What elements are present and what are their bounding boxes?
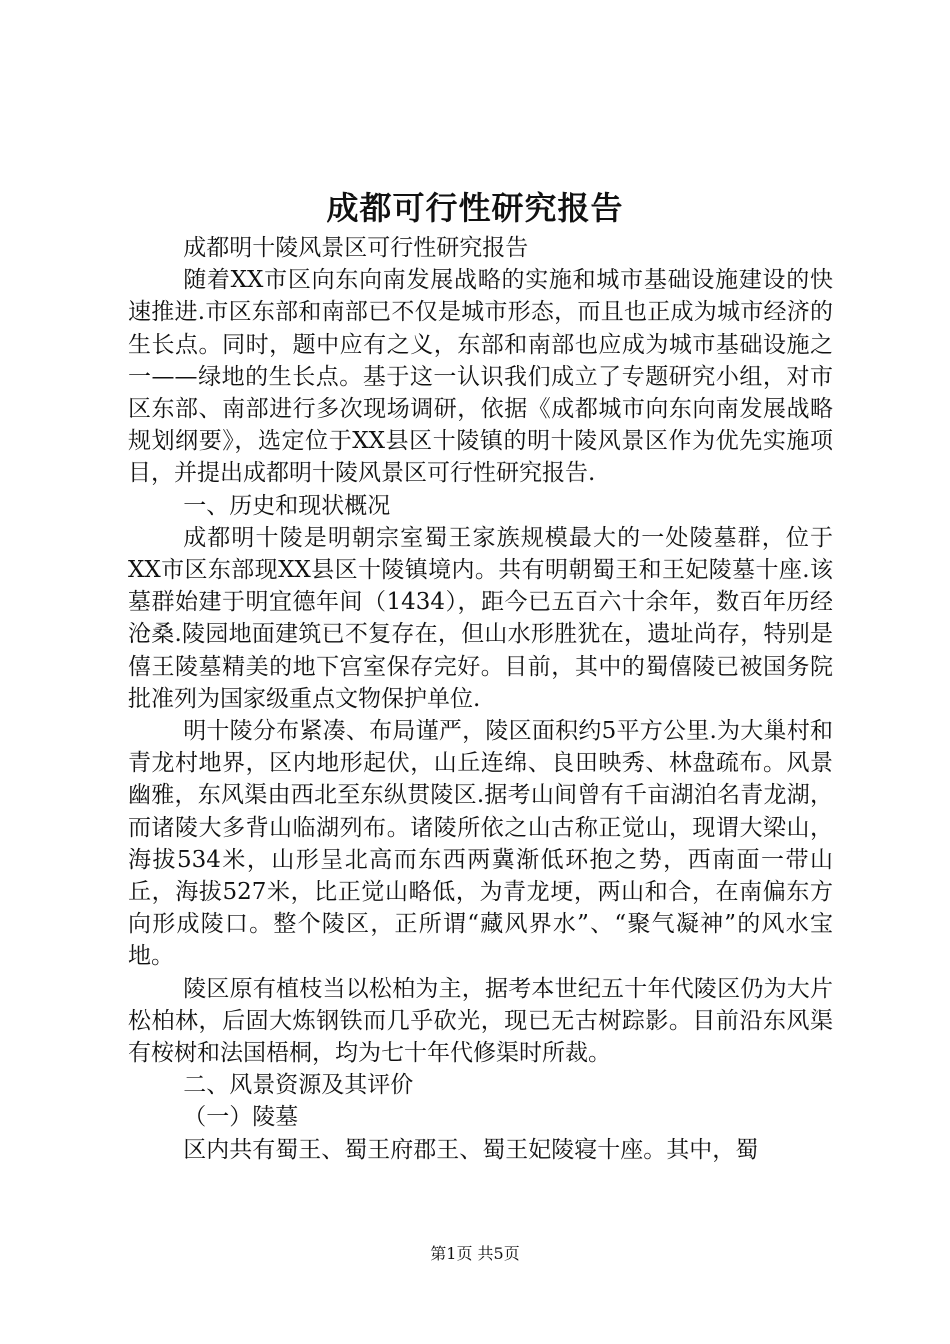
paragraph-layout: 明十陵分布紧凑、布局谨严，陵区面积约5平方公里.为大巢村和青龙村地界，区内地形起伏，山丘连绵、良田映秀、林盘疏布。风景幽雅，东风渠由西北至东纵贯陵区.据考山间曾有千亩湖泊名青龙湖，而诸陵大多背山临湖列布。诸陵所依之山古称正觉山，现谓大梁山，海拔534米，山形呈北高而东西两冀渐低环抱之势，西南面一带山丘，海拔527米，比正觉山略低，为青龙埂，两山和合，在南偏东方向形成陵口。整个陵区，正所谓“藏风界水”、“聚气凝神”的风水宝地。 — [128, 718, 833, 970]
subsection-heading-tombs: （一）陵墓 — [183, 1104, 299, 1131]
document-title: 成都可行性研究报告 — [326, 189, 624, 227]
page-number-footer: 第1页 共5页 — [430, 1244, 520, 1263]
document-body — [128, 232, 833, 1166]
paragraph-history: 成都明十陵是明朝宗室蜀王家族规模最大的一处陵墓群，位于XX市区东部现XX县区十陵镇境内。共有明朝蜀王和王妃陵墓十座.该墓群始建于明宜德年间（1434），距今已五百六十余年，数百年历经沧桑.陵园地面建筑已不复存在，但山水形胜犹在，遗址尚存，特别是僖王陵墓精美的地下宫室保存完好。目前，其中的蜀僖陵已被国务院批准列为国家级重点文物保护单位. — [128, 524, 833, 712]
paragraph-tombs: 区内共有蜀王、蜀王府郡王、蜀王妃陵寝十座。其中，蜀 — [183, 1136, 759, 1163]
paragraph-subtitle: 成都明十陵风景区可行性研究报告 — [183, 235, 529, 261]
paragraph-vegetation: 陵区原有植枝当以松柏为主，据考本世纪五十年代陵区仍为大片松柏林，后固大炼钢铁而几乎砍光，现已无古树踪影。目前沿东风渠有桉树和法国梧桐，均为七十年代修渠时所裁。 — [128, 975, 833, 1067]
section-heading-history: 一、历史和现状概况 — [183, 492, 391, 519]
section-heading-resources: 二、风景资源及其评价 — [183, 1072, 414, 1099]
paragraph-intro: 随着XX市区向东向南发展战略的实施和城市基础设施建设的快速推进.市区东部和南部已不仅是城市形态，而且也正成为城市经济的生长点。同时，题中应有之义，东部和南部也应成为城市基础设施之一——绿地的生长点。基于这一认识我们成立了专题研究小组，对市区东部、南部进行多次现场调研，依据《成都城市向东向南发展战略规划纲要》，选定位于XX县区十陵镇的明十陵风景区作为优先实施项目，并提出成都明十陵风景区可行性研究报告. — [128, 267, 833, 487]
